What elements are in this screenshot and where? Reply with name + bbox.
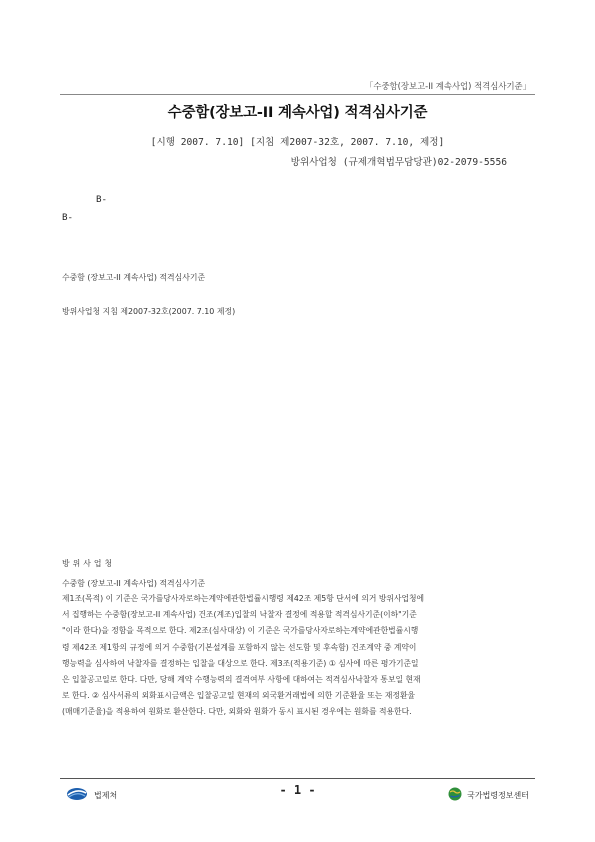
header-document-tag: 「수중함(장보고-II 계속사업) 적격심사기준」 <box>364 81 531 91</box>
page-number: - 1 - <box>279 783 316 797</box>
agency-contact: 방위사업청 (규제개혁법무담당관)02-2079-5556 <box>290 157 507 168</box>
subject-line: 수중함 (장보고-II 계속사업) 적격심사기준 <box>62 273 206 282</box>
subject-line-repeat: 수중함 (장보고-II 계속사업) 적격심사기준 <box>62 579 206 588</box>
enforcement-info: [시행 2007. 7.10] [지침 제2007-32호, 2007. 7.10, 제정] <box>150 137 445 148</box>
paragraph-line: 제1조(목적) 이 기준은 국가를당사자로하는계약에관한법률시행령 제42조 제5항 단서에 의거 방위사업청에 <box>62 594 425 603</box>
footer-divider <box>60 778 535 779</box>
paragraph-line: 은 입찰공고일로 한다. 다만, 당해 계약 수행능력의 결격여부 사항에 대하여는 적격심사낙찰자 통보일 현재 <box>62 675 421 685</box>
paragraph-line: 령 제42조 제1항의 규정에 의거 수중함(기본설계를 포함하지 않는 선도함 및 후속함) 건조계약 중 계약이 <box>62 642 417 652</box>
b-line-2: B- <box>62 212 74 223</box>
paragraph-line: (매매기준율)을 적용하여 원화로 환산한다. 다만, 외화와 원화가 동시 표시된 경우에는 원화를 적용한다. <box>62 707 412 717</box>
footer-left-label: 법제처 <box>94 791 118 800</box>
b-line-1: B- <box>96 194 108 205</box>
paragraph-line: 로 한다. ② 심사서류의 외화표시금액은 입찰공고일 현재의 외국환거래법에 의한 기준환율 또는 재정환율 <box>62 691 416 701</box>
agency-name: 방위사업청 <box>62 559 116 568</box>
document-title: 수중함(장보고-II 계속사업) 적격심사기준 <box>167 105 428 121</box>
footer-right-label: 국가법령정보센터 <box>467 791 529 800</box>
paragraph-line: 행능력을 심사하여 낙찰자를 결정하는 입찰을 대상으로 한다. 제3조(적용기준) ① 심사에 따른 평가기준일 <box>62 658 419 668</box>
directive-line: 방위사업청 지침 제2007-32호(2007. 7.10 제정) <box>62 307 236 316</box>
footer-right <box>448 786 529 805</box>
paragraph-line: 서 집행하는 수중함(장보고-II 계속사업) 건조(계조)입찰의 낙찰자 결정에 적용할 적격심사기준(이하"기준 <box>62 610 417 620</box>
globe-logo-icon <box>448 786 462 805</box>
article-paragraph <box>62 591 535 721</box>
paragraph-line: "이라 한다)을 정함을 목적으로 한다. 제2조(심사대상) 이 기준은 국가를당사자로하는계약에관한법률시행 <box>62 626 419 636</box>
header-divider <box>60 94 535 95</box>
